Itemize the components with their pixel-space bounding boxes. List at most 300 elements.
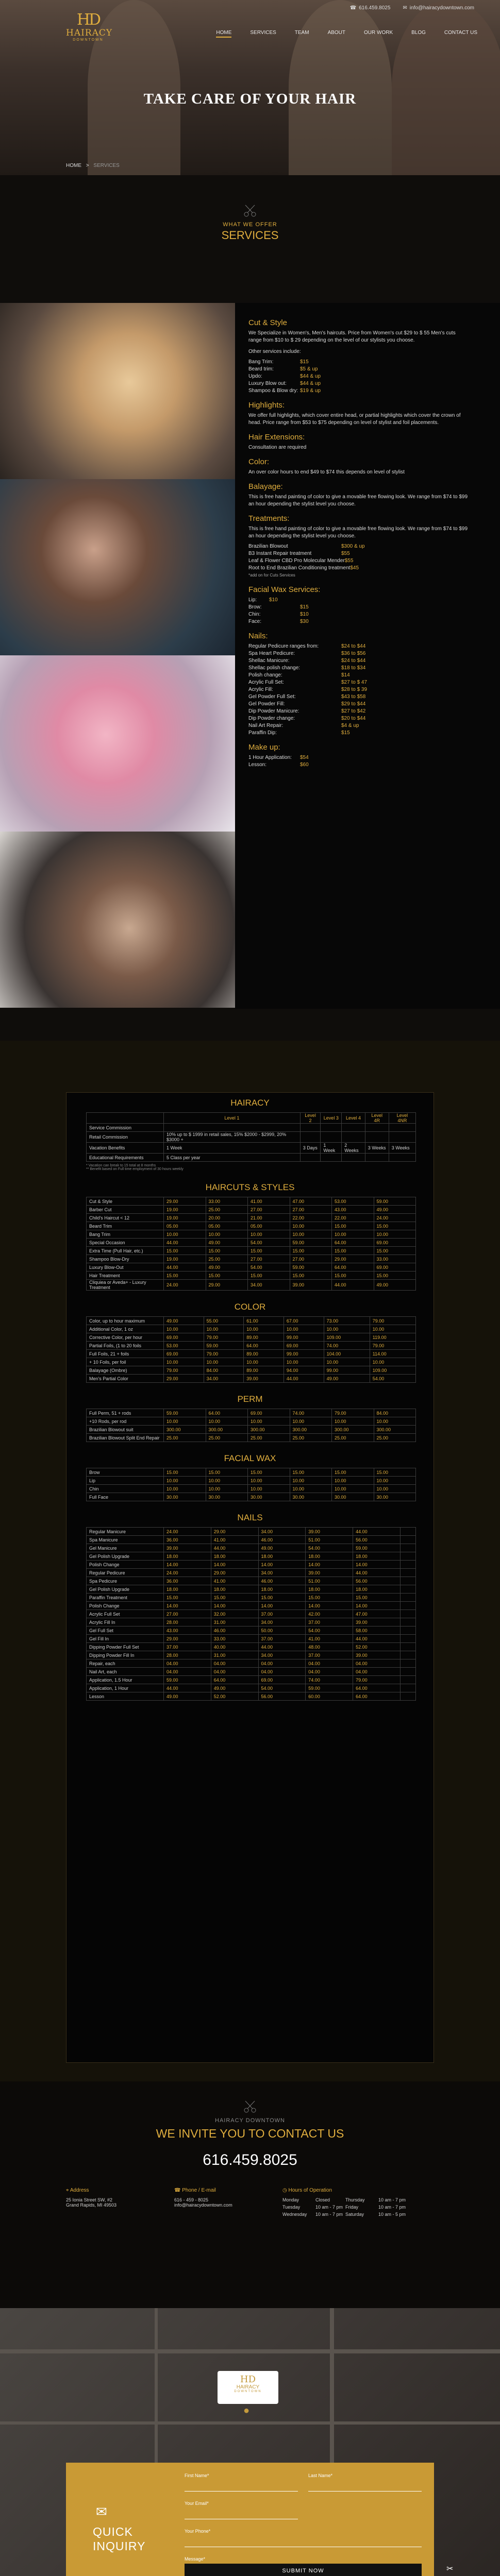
price-cell: 04.00 bbox=[258, 1659, 306, 1668]
phone-link[interactable]: 616 - 459 - 8025 bbox=[174, 2197, 209, 2202]
price-cell: 29.00 bbox=[206, 1280, 248, 1291]
price-cell: 29.00 bbox=[211, 1569, 258, 1577]
hero-photo-shape bbox=[289, 0, 392, 175]
row-label: Vacation Benefits bbox=[87, 1143, 164, 1154]
table-row bbox=[87, 1485, 416, 1493]
price-cell: 10.00 bbox=[244, 1325, 284, 1333]
nav-about[interactable]: ABOUT bbox=[327, 30, 346, 36]
price-cell: 73.00 bbox=[324, 1317, 370, 1325]
price-cell: 04.00 bbox=[258, 1668, 306, 1676]
photo-pink-hair bbox=[0, 655, 235, 832]
price-cell: 30.00 bbox=[374, 1493, 416, 1501]
price-cell bbox=[300, 1124, 321, 1132]
services-section bbox=[0, 175, 500, 1041]
table-row bbox=[87, 1280, 416, 1291]
row-label: Full Foils, 21 + foils bbox=[87, 1350, 164, 1358]
price-cell: 46.00 bbox=[211, 1626, 258, 1635]
contact-section bbox=[0, 2081, 500, 2308]
address-block: ⌖ Address 25 Ionia Street SW, #2 Grand Rapids, MI 49503 bbox=[66, 2188, 154, 2217]
price-cell: 43.00 bbox=[332, 1206, 374, 1214]
list-item: Gel Powder Full Set: $43 to $58 bbox=[248, 694, 366, 700]
hours-time: 10 am - 7 pm bbox=[378, 2205, 406, 2210]
row-label: Retail Commission bbox=[87, 1132, 164, 1143]
map-road bbox=[0, 2349, 500, 2353]
price-cell: 29.00 bbox=[164, 1375, 204, 1383]
price-cell: 15.00 bbox=[248, 1272, 290, 1280]
price-cell: 34.00 bbox=[258, 1569, 306, 1577]
price-cell: 18.00 bbox=[211, 1585, 258, 1594]
price-cell: 40.00 bbox=[211, 1643, 258, 1651]
price-cell bbox=[164, 1124, 301, 1132]
price-cell bbox=[321, 1154, 342, 1162]
price-cell: 27.00 bbox=[290, 1255, 332, 1263]
price-cell: 15.00 bbox=[258, 1594, 306, 1602]
price-cell: 15.00 bbox=[332, 1247, 374, 1255]
price-cell bbox=[389, 1154, 415, 1162]
location-pin-icon: ● bbox=[243, 2405, 250, 2416]
price-cell: 10.00 bbox=[290, 1417, 332, 1426]
services-panel bbox=[235, 303, 500, 1009]
price-cell: 79.00 bbox=[164, 1366, 204, 1375]
row-label: Application, 1.5 Hour bbox=[87, 1676, 164, 1684]
phone-input[interactable] bbox=[185, 2536, 422, 2547]
price-cell: 05.00 bbox=[164, 1222, 206, 1230]
price-cell: 14.00 bbox=[306, 1561, 353, 1569]
price-cell: 37.00 bbox=[306, 1651, 353, 1659]
price-cell: Level 4NR bbox=[389, 1113, 415, 1124]
list-item: Leaf & Flower CBD Pro Molecular Mender $55 bbox=[248, 558, 354, 564]
row-label: Hair Treatment bbox=[87, 1272, 164, 1280]
price-cell: 54.00 bbox=[306, 1626, 353, 1635]
price-cell: 109.00 bbox=[324, 1333, 370, 1342]
price-cell: 28.00 bbox=[164, 1618, 211, 1626]
price-cell: 64.00 bbox=[353, 1692, 401, 1701]
price-cell: 44.00 bbox=[353, 1569, 401, 1577]
price-cell: 27.00 bbox=[164, 1610, 211, 1618]
phone-email-block: ☎ Phone / E-mail 616 - 459 - 8025 info@hairacydowntown.com bbox=[174, 2188, 262, 2217]
price-cell: 59.00 bbox=[204, 1342, 244, 1350]
price-cell: 28.00 bbox=[164, 1651, 211, 1659]
price-cell: 69.00 bbox=[164, 1350, 204, 1358]
row-label: Additional Color, 1 oz bbox=[87, 1325, 164, 1333]
price-cell: 10.00 bbox=[290, 1477, 332, 1485]
price-cell bbox=[400, 1544, 415, 1552]
list-item: Luxury Blow out: $44 & up bbox=[248, 381, 321, 386]
table-row bbox=[87, 1528, 416, 1536]
table-row bbox=[87, 1643, 416, 1651]
price-cell: 36.00 bbox=[164, 1536, 211, 1544]
list-item: Beard trim: $5 & up bbox=[248, 366, 318, 372]
breadcrumb-current: SERVICES bbox=[93, 163, 120, 168]
row-label: Corrective Color, per hour bbox=[87, 1333, 164, 1342]
price-cell: 44.00 bbox=[332, 1280, 374, 1291]
price-cell: 10.00 bbox=[164, 1477, 206, 1485]
price-cell: 67.00 bbox=[284, 1317, 324, 1325]
price-cell: 59.00 bbox=[164, 1676, 211, 1684]
photo-blonde-styling bbox=[0, 303, 235, 479]
table-row bbox=[87, 1552, 416, 1561]
color-heading: Color: bbox=[248, 457, 270, 466]
table-row bbox=[87, 1350, 416, 1358]
price-cell: 04.00 bbox=[353, 1668, 401, 1676]
price-cell: 47.00 bbox=[353, 1610, 401, 1618]
nav-team[interactable]: TEAM bbox=[294, 30, 309, 36]
table-row bbox=[87, 1626, 416, 1635]
mail-icon: ✉ bbox=[403, 5, 407, 11]
hero-photo-shape bbox=[392, 0, 500, 175]
hours-time: Closed bbox=[315, 2197, 330, 2202]
price-cell: 04.00 bbox=[164, 1659, 211, 1668]
price-cell: 49.00 bbox=[374, 1280, 416, 1291]
price-cell: 04.00 bbox=[211, 1659, 258, 1668]
price-cell bbox=[400, 1676, 415, 1684]
price-cell: Level 3 bbox=[321, 1113, 342, 1124]
price-cell: 56.00 bbox=[258, 1692, 306, 1701]
price-cell: 49.00 bbox=[211, 1684, 258, 1692]
list-item: Gel Powder Fill: $29 to $44 bbox=[248, 701, 366, 707]
topbar-phone[interactable]: ☎ 616.459.8025 bbox=[349, 5, 391, 11]
price-cell: 39.00 bbox=[244, 1375, 284, 1383]
price-cell: 10.00 bbox=[290, 1485, 332, 1493]
price-cell: 51.00 bbox=[306, 1577, 353, 1585]
price-cell: 47.00 bbox=[290, 1197, 332, 1206]
wax-price-list bbox=[248, 597, 500, 625]
price-cell: 10.00 bbox=[248, 1417, 290, 1426]
page-title: TAKE CARE OF YOUR HAIR bbox=[143, 91, 357, 107]
price-cell: 14.00 bbox=[211, 1602, 258, 1610]
price-cell: 64.00 bbox=[211, 1676, 258, 1684]
quick-inquiry-form bbox=[66, 2463, 454, 2576]
price-cell: 10.00 bbox=[332, 1485, 374, 1493]
row-label: Barber Cut bbox=[87, 1206, 164, 1214]
price-cell: 14.00 bbox=[353, 1561, 401, 1569]
balayage-text: This is free hand painting of color to give a movable free flowing look. We range from $74 to $99 an hour depending the stylist level you choose. bbox=[248, 494, 468, 507]
price-cell: 52.00 bbox=[211, 1692, 258, 1701]
price-cell: 15.00 bbox=[164, 1272, 206, 1280]
price-cell: 79.00 bbox=[370, 1342, 415, 1350]
row-label: Spa Pedicure bbox=[87, 1577, 164, 1585]
price-cell bbox=[389, 1124, 415, 1132]
row-label: Gel Manicure bbox=[87, 1544, 164, 1552]
price-cell: 10% up to $ 1999 in retail sales, 15% $2000 - $2999, 20% $3000 + bbox=[164, 1132, 301, 1143]
map-marker[interactable]: HD HAIRACY DOWNTOWN bbox=[218, 2371, 278, 2404]
table-row bbox=[87, 1692, 416, 1701]
table-row bbox=[87, 1585, 416, 1594]
envelope-icon: ✉ bbox=[96, 2504, 107, 2519]
phone-icon: ☎ bbox=[349, 5, 357, 11]
price-cell bbox=[300, 1132, 321, 1143]
nav-blog[interactable]: BLOG bbox=[411, 30, 426, 36]
price-cell: 46.00 bbox=[258, 1536, 306, 1544]
table-row bbox=[87, 1206, 416, 1214]
table-row bbox=[87, 1214, 416, 1222]
table-row bbox=[87, 1247, 416, 1255]
table-row bbox=[87, 1417, 416, 1426]
list-item: Shellac Manicure: $24 to $44 bbox=[248, 658, 366, 664]
price-cell: 29.00 bbox=[164, 1197, 206, 1206]
form-fields: First Name* Last Name* Your Email* Your Phone* Message* bbox=[185, 2473, 422, 2576]
row-label: Application, 1 Hour bbox=[87, 1684, 164, 1692]
price-cell: 59.00 bbox=[164, 1409, 206, 1417]
price-cell: 18.00 bbox=[164, 1585, 211, 1594]
hours-day: Tuesday bbox=[282, 2205, 301, 2210]
row-label: Full Perm, 51 + rods bbox=[87, 1409, 164, 1417]
nav-our-work[interactable]: OUR WORK bbox=[364, 30, 393, 36]
price-cell: 39.00 bbox=[306, 1569, 353, 1577]
table-row bbox=[87, 1676, 416, 1684]
price-cell: 300.00 bbox=[206, 1426, 248, 1434]
price-cell: 10.00 bbox=[204, 1325, 244, 1333]
services-title: SERVICES bbox=[221, 229, 279, 242]
row-label: Service Commission bbox=[87, 1124, 164, 1132]
nav-contact[interactable]: CONTACT US bbox=[444, 30, 477, 36]
first-name-input[interactable] bbox=[185, 2480, 298, 2492]
price-cell: 59.00 bbox=[290, 1263, 332, 1272]
list-item: Polish change: $14 bbox=[248, 672, 350, 678]
row-label: Cliquiea or Aveda+ - Luxury Treatment bbox=[87, 1280, 164, 1291]
price-cell: 10.00 bbox=[206, 1230, 248, 1239]
price-cell: 19.00 bbox=[164, 1255, 206, 1263]
map-road bbox=[155, 2308, 158, 2463]
row-label: Partial Foils, (1 to 20 foils bbox=[87, 1342, 164, 1350]
scissors-icon bbox=[242, 204, 258, 217]
price-cell: 99.00 bbox=[284, 1350, 324, 1358]
price-cell: 18.00 bbox=[353, 1552, 401, 1561]
price-cell bbox=[400, 1684, 415, 1692]
price-cell: 54.00 bbox=[258, 1684, 306, 1692]
list-item: Shampoo & Blow dry: $19 & up bbox=[248, 388, 321, 394]
hours-day: Friday bbox=[345, 2205, 359, 2210]
address-line-1: 25 Ionia Street SW, #2 bbox=[66, 2197, 113, 2202]
table-row bbox=[87, 1468, 416, 1477]
price-cell bbox=[365, 1154, 389, 1162]
email-link[interactable]: info@hairacydowntown.com bbox=[174, 2202, 232, 2208]
price-cell: 18.00 bbox=[258, 1552, 306, 1561]
price-cell: 15.00 bbox=[332, 1468, 374, 1477]
price-cell: 109.00 bbox=[370, 1366, 415, 1375]
price-cell: 14.00 bbox=[164, 1602, 211, 1610]
row-label: Dipping Powder Full Set bbox=[87, 1643, 164, 1651]
price-cell: 89.00 bbox=[244, 1350, 284, 1358]
price-cell: 25.00 bbox=[206, 1255, 248, 1263]
price-cell: 79.00 bbox=[332, 1409, 374, 1417]
price-cell: 39.00 bbox=[353, 1618, 401, 1626]
price-cell: 44.00 bbox=[164, 1239, 206, 1247]
price-cell: 5 Class per year bbox=[164, 1154, 301, 1162]
price-cell: 15.00 bbox=[332, 1272, 374, 1280]
price-cell: 15.00 bbox=[290, 1468, 332, 1477]
breadcrumb-home[interactable]: HOME bbox=[66, 163, 81, 168]
price-cell: 25.00 bbox=[332, 1434, 374, 1442]
table-row bbox=[87, 1659, 416, 1668]
price-cell: 18.00 bbox=[164, 1552, 211, 1561]
logo[interactable] bbox=[66, 11, 113, 42]
price-cell: 10.00 bbox=[374, 1230, 416, 1239]
price-cell: 49.00 bbox=[258, 1544, 306, 1552]
row-label: Gel Polish Upgrade bbox=[87, 1585, 164, 1594]
map-road bbox=[0, 2421, 500, 2425]
price-cell: 44.00 bbox=[353, 1635, 401, 1643]
list-item: Shellac polish change: $18 to $34 bbox=[248, 665, 366, 671]
row-label: Cut & Style bbox=[87, 1197, 164, 1206]
price-cell: 24.00 bbox=[374, 1214, 416, 1222]
price-cell: 48.00 bbox=[306, 1643, 353, 1651]
price-cell: 49.00 bbox=[164, 1317, 204, 1325]
price-cell: 104.00 bbox=[324, 1350, 370, 1358]
table-row bbox=[87, 1668, 416, 1676]
price-cell: 14.00 bbox=[164, 1561, 211, 1569]
list-item: Nail Art Repair: $4 & up bbox=[248, 723, 359, 728]
price-cell: 64.00 bbox=[353, 1684, 401, 1692]
price-cell: 46.00 bbox=[258, 1577, 306, 1585]
price-section-title: PERM bbox=[237, 1394, 263, 1404]
hours-day: Monday bbox=[282, 2197, 299, 2202]
table-row bbox=[87, 1569, 416, 1577]
cut-heading: Cut & Style bbox=[248, 318, 288, 327]
price-table-card bbox=[66, 1092, 434, 2063]
price-cell: 39.00 bbox=[353, 1651, 401, 1659]
contact-title: WE INVITE YOU TO CONTACT US bbox=[156, 2127, 344, 2140]
price-cell bbox=[400, 1536, 415, 1544]
table-row bbox=[87, 1132, 416, 1143]
list-item: Chin: $10 bbox=[248, 612, 309, 617]
price-cell: 69.00 bbox=[164, 1333, 204, 1342]
price-cell: 39.00 bbox=[290, 1280, 332, 1291]
table-row bbox=[87, 1154, 416, 1162]
nav-services[interactable]: SERVICES bbox=[250, 30, 276, 36]
row-label: + 10 Foils, per foil bbox=[87, 1358, 164, 1366]
price-cell: 69.00 bbox=[374, 1263, 416, 1272]
row-label: Acrylic Full Set bbox=[87, 1610, 164, 1618]
table-row bbox=[87, 1635, 416, 1643]
price-cell: 84.00 bbox=[374, 1409, 416, 1417]
list-item: Acrylic Full Set: $27 to $ 47 bbox=[248, 680, 368, 685]
price-section-title: COLOR bbox=[234, 1302, 266, 1312]
table-row bbox=[87, 1409, 416, 1417]
contact-phone-large[interactable]: 616.459.8025 bbox=[203, 2151, 297, 2168]
price-cell: 79.00 bbox=[204, 1333, 244, 1342]
hours-time: 10 am - 7 pm bbox=[378, 2197, 406, 2202]
price-cell: 3 Days bbox=[300, 1143, 321, 1154]
price-cell: 44.00 bbox=[164, 1263, 206, 1272]
last-name-input[interactable] bbox=[308, 2480, 422, 2492]
list-item: Root to End Brazilian Conditioning treatment $45 bbox=[248, 565, 359, 571]
list-item: Regular Pedicure ranges from: $24 to $44 bbox=[248, 643, 366, 649]
price-cell: 10.00 bbox=[374, 1477, 416, 1485]
price-cell bbox=[321, 1132, 342, 1143]
row-label: Spa Manicure bbox=[87, 1536, 164, 1544]
price-cell bbox=[400, 1552, 415, 1561]
price-list-section bbox=[0, 1041, 500, 2081]
makeup-heading: Make up: bbox=[248, 743, 280, 752]
price-cell bbox=[400, 1569, 415, 1577]
cut-other: Other services include: bbox=[248, 349, 301, 354]
row-label: Repair, each bbox=[87, 1659, 164, 1668]
price-cell: 18.00 bbox=[306, 1585, 353, 1594]
row-label: Extra Time (Pull Hair, etc.) bbox=[87, 1247, 164, 1255]
form-title: QUICK INQUIRY bbox=[93, 2525, 146, 2553]
price-cell: 19.00 bbox=[164, 1214, 206, 1222]
table-row bbox=[87, 1684, 416, 1692]
nav-home[interactable]: HOME bbox=[216, 30, 232, 36]
row-label bbox=[87, 1113, 164, 1124]
email-input[interactable] bbox=[185, 2508, 298, 2519]
price-cell: 15.00 bbox=[374, 1468, 416, 1477]
table-row bbox=[87, 1239, 416, 1247]
price-cell: 15.00 bbox=[206, 1272, 248, 1280]
price-cell: 30.00 bbox=[332, 1493, 374, 1501]
list-item: Brow: $15 bbox=[248, 604, 309, 610]
price-cell: 69.00 bbox=[248, 1409, 290, 1417]
price-cell: 61.00 bbox=[244, 1317, 284, 1325]
hours-time: 10 am - 7 pm bbox=[315, 2212, 343, 2217]
price-cell: 34.00 bbox=[258, 1651, 306, 1659]
row-label: Color, up to hour maximum bbox=[87, 1317, 164, 1325]
row-label: Lip bbox=[87, 1477, 164, 1485]
row-label: Nail Art, each bbox=[87, 1668, 164, 1676]
price-cell: 29.00 bbox=[164, 1635, 211, 1643]
price-cell: 10.00 bbox=[206, 1485, 248, 1493]
table-row bbox=[87, 1594, 416, 1602]
row-label: Brazilian Blowout Split End Repair bbox=[87, 1434, 164, 1442]
topbar-email[interactable]: ✉ info@hairacydowntown.com bbox=[403, 5, 474, 11]
price-cell: 3 Weeks bbox=[365, 1143, 389, 1154]
price-cell: 25.00 bbox=[206, 1434, 248, 1442]
table-row bbox=[87, 1263, 416, 1272]
price-cell: 37.00 bbox=[258, 1610, 306, 1618]
price-cell: 69.00 bbox=[284, 1342, 324, 1350]
price-cell: 10.00 bbox=[206, 1417, 248, 1426]
row-label: Acrylic Fill In bbox=[87, 1618, 164, 1626]
price-cell bbox=[400, 1668, 415, 1676]
price-cell: 54.00 bbox=[248, 1263, 290, 1272]
price-cell: 10.00 bbox=[332, 1417, 374, 1426]
price-cell: 10.00 bbox=[164, 1417, 206, 1426]
price-cell bbox=[300, 1154, 321, 1162]
price-cell: 25.00 bbox=[374, 1434, 416, 1442]
price-cell: 41.00 bbox=[211, 1577, 258, 1585]
table-row bbox=[87, 1222, 416, 1230]
price-cell: 10.00 bbox=[290, 1222, 332, 1230]
table-row bbox=[87, 1230, 416, 1239]
price-cell: 25.00 bbox=[206, 1206, 248, 1214]
row-label: Dipping Powder Fill In bbox=[87, 1651, 164, 1659]
price-cell: 24.00 bbox=[164, 1569, 211, 1577]
price-cell: 10.00 bbox=[164, 1485, 206, 1493]
submit-button[interactable]: SUBMIT NOW bbox=[185, 2564, 422, 2576]
photo-barber-cut bbox=[0, 832, 235, 1008]
price-cell: 27.00 bbox=[248, 1255, 290, 1263]
price-cell: 1 Week bbox=[164, 1143, 301, 1154]
price-cell: 114.00 bbox=[370, 1350, 415, 1358]
price-cell: 84.00 bbox=[204, 1366, 244, 1375]
price-cell: 79.00 bbox=[370, 1317, 415, 1325]
price-cell: 49.00 bbox=[324, 1375, 370, 1383]
table-row bbox=[87, 1255, 416, 1263]
price-cell bbox=[365, 1124, 389, 1132]
price-cell bbox=[400, 1561, 415, 1569]
table-row bbox=[87, 1317, 416, 1325]
row-label: Regular Manicure bbox=[87, 1528, 164, 1536]
commission-note: * Vacation can break to 15 total at 8 months ** Benefit based on Full time employment of 30 hours weekly bbox=[86, 1164, 184, 1171]
list-item: Bang Trim: $15 bbox=[248, 359, 309, 365]
row-label: Paraffin Treatment bbox=[87, 1594, 164, 1602]
price-cell: 2 Weeks bbox=[342, 1143, 365, 1154]
price-cell: 15.00 bbox=[374, 1272, 416, 1280]
price-cell: 300.00 bbox=[248, 1426, 290, 1434]
price-cell: 55.00 bbox=[204, 1317, 244, 1325]
price-cell: 10.00 bbox=[164, 1230, 206, 1239]
